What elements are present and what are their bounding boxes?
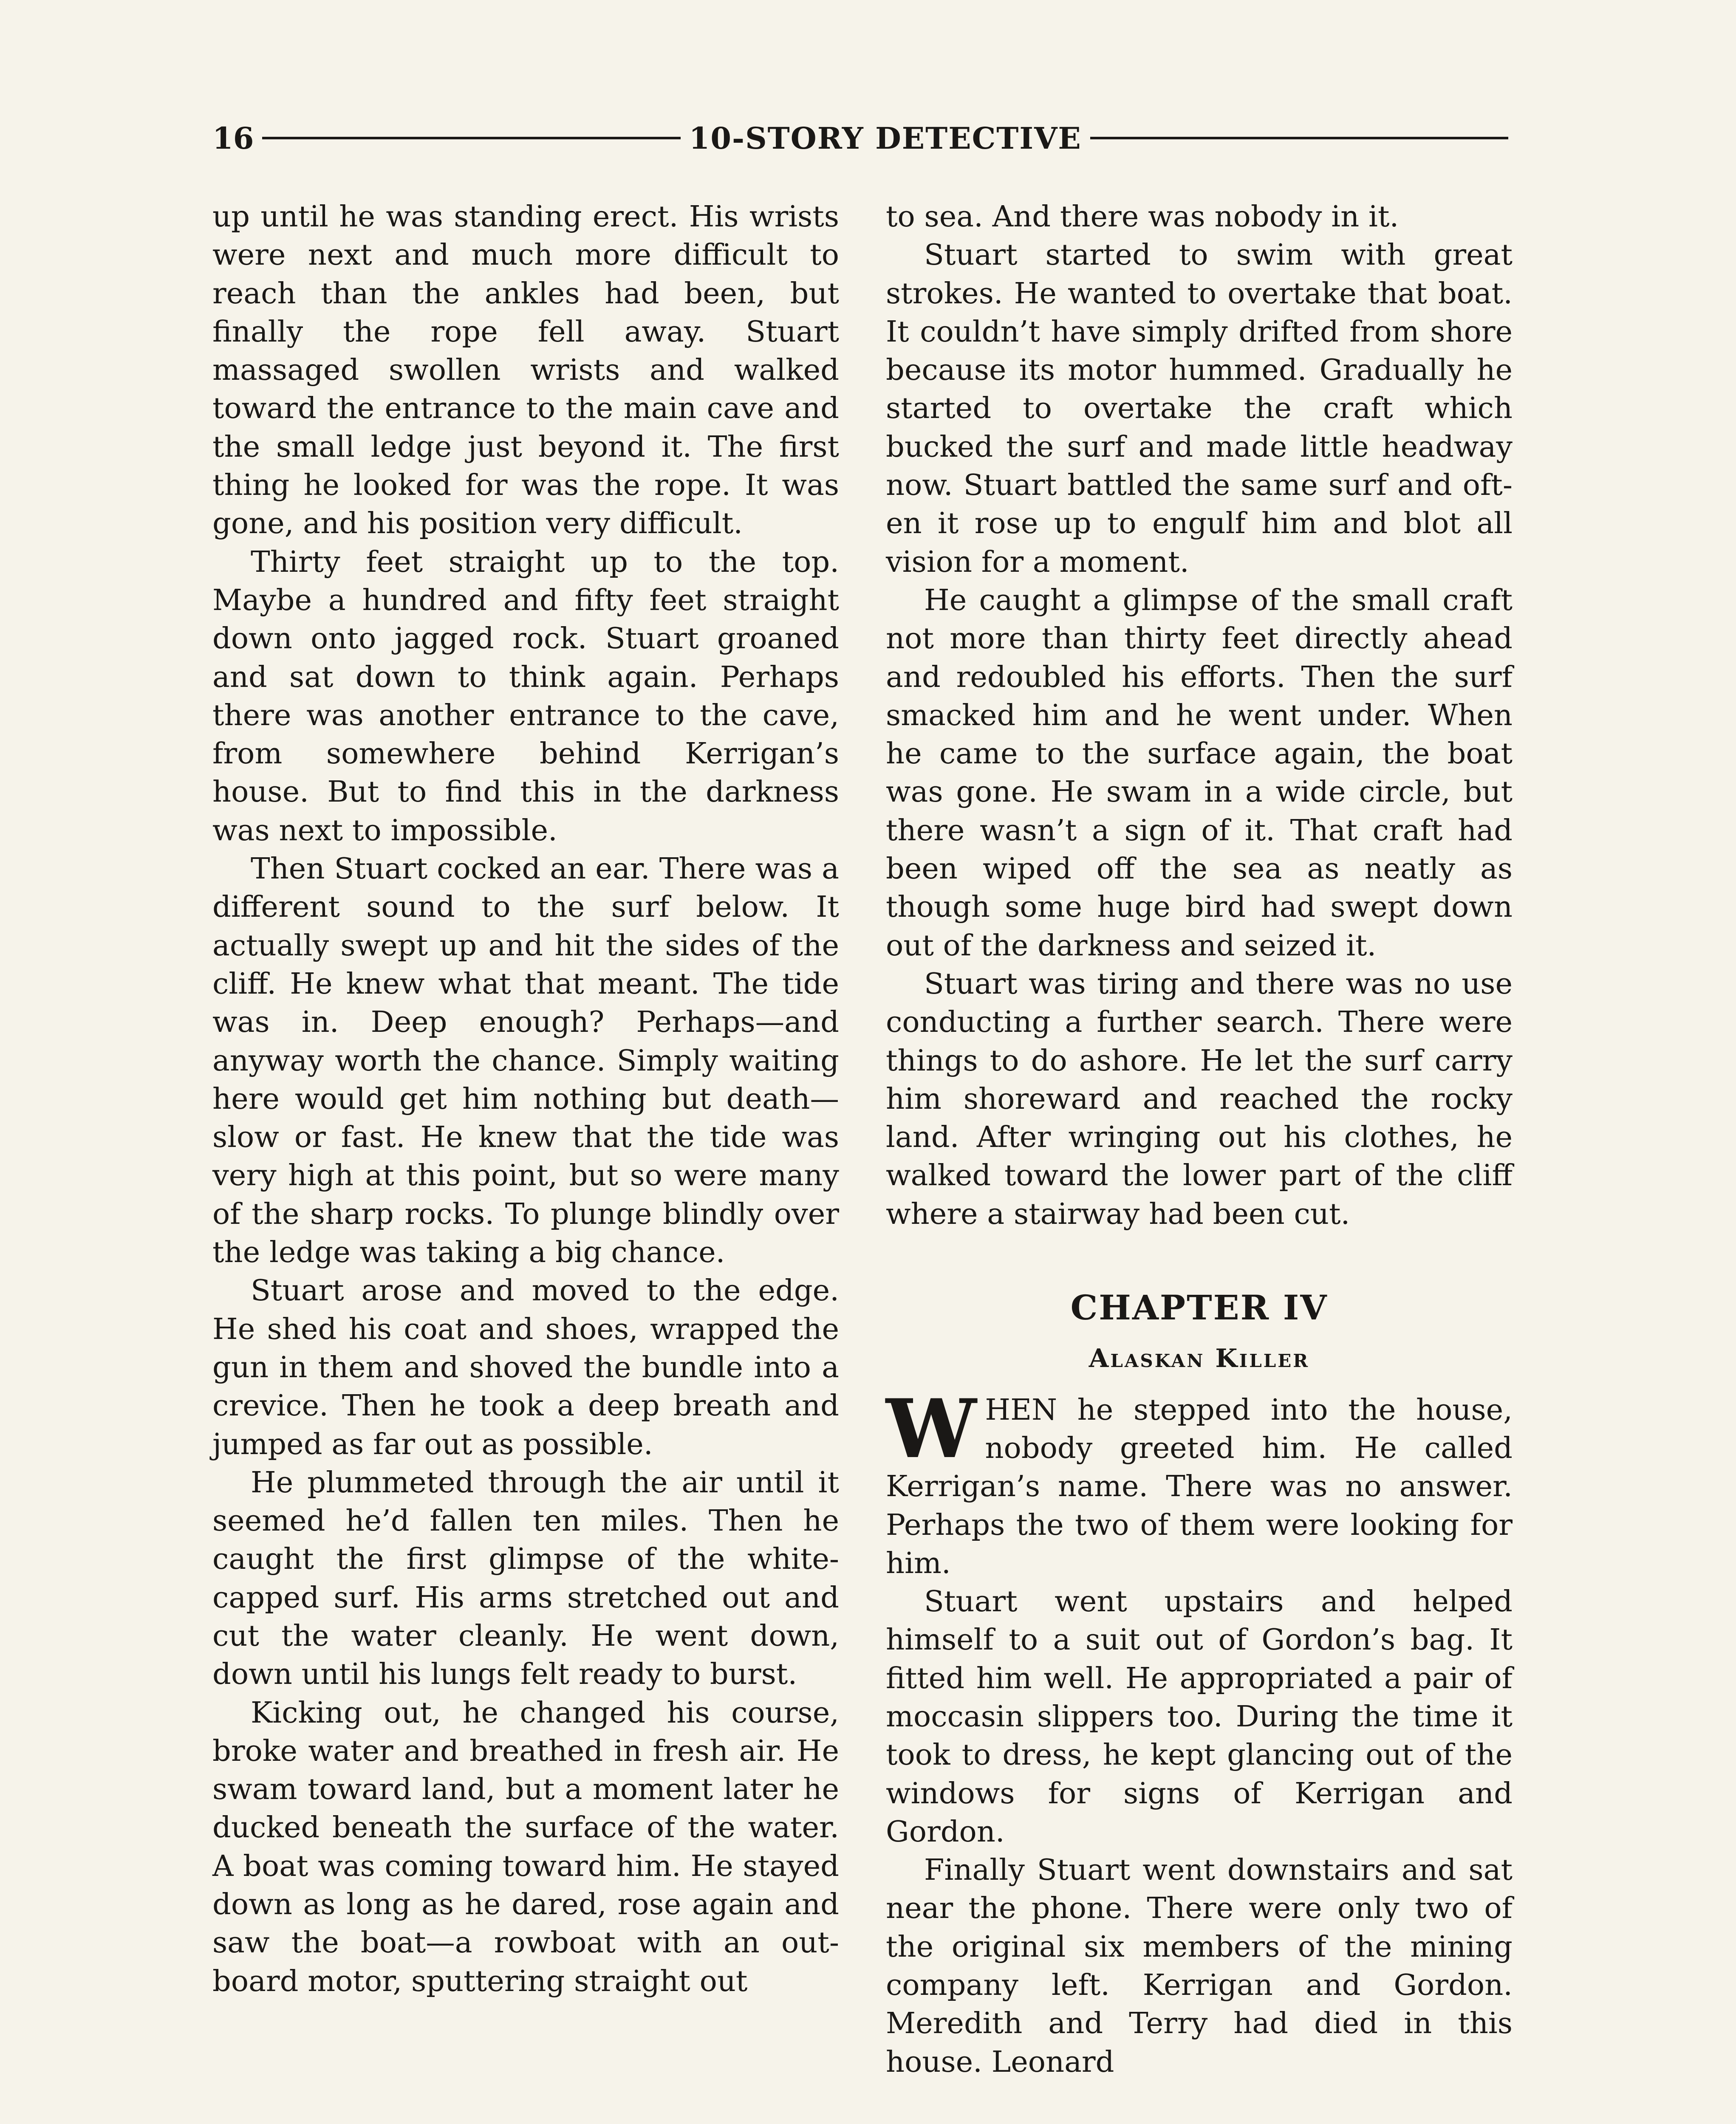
chapter-subtitle: Alaskan Killer <box>1089 1344 1310 1374</box>
paragraph: Stuart went upstairs and helped himself to a suit out of Gordon’s bag. It fitted him well. He appropriated a pair of moccasin slippers too. During the time it took to dress, he kept glancing out of the windows for signs of Kerrigan and Gordon. <box>886 1585 1513 1849</box>
header-rule-right <box>1090 137 1508 139</box>
paragraph: Kicking out, he changed his course, broke water and breathed in fresh air. He swam toward land, but a moment later he ducked beneath the surface of the water. A boat was coming toward him. He stayed down as long as he dared, rose again and saw the boat—a rowboat with an outboard motor, sputtering straight out <box>212 1695 839 1998</box>
chapter-opening-paragraph <box>886 1381 1513 1582</box>
paragraph: He caught a glimpse of the small craft not more than thirty feet directly ahead and redoubled his efforts. Then the surf smacked him and he went under. When he came to the surface again, the boat was gone. He swam in a wide circle, but there wasn’t a sign of it. That craft had been wiped off the sea as neatly as though some huge bird had swept down out of the darkness and seized it. <box>886 583 1513 963</box>
magazine-title: 10-STORY DETECTIVE <box>689 120 1082 156</box>
running-header <box>212 115 1508 161</box>
paragraph: Then Stuart cocked an ear. There was a different sound to the surf below. It actually swept up and hit the sides of the cliff. He knew what that meant. The tide was in. Deep enough? Perhaps—and anyway worth the chance. Simply waiting here would get him nothing but death—slow or fast. He knew that the tide was very high at this point, but so were many of the sharp rocks. To plunge blindly over the ledge was taking a big chance. <box>212 852 839 1270</box>
header-rule-left <box>262 137 680 139</box>
chapter-title: CHAPTER IV <box>1070 1288 1328 1328</box>
paragraph: to sea. And there was nobody in it. <box>886 200 1399 234</box>
paragraph: Thirty feet straight up to the top. Maybe a hundred and fifty feet straight down onto jagged rock. Stuart groaned and sat down to think again. Perhaps there was another entrance to the cave, from somewhere behind Kerrigan’s house. But to find this in the darkness was next to impossible. <box>212 545 839 847</box>
paragraph: Stuart arose and moved to the edge. He shed his coat and shoes, wrapped the gun in them and shoved the bundle into a crevice. Then he took a deep breath and jumped as far out as possible. <box>212 1274 839 1461</box>
paragraph-text: HEN he stepped into the house, nobody greeted him. He called Kerrigan’s name. There was no answer. Perhaps the two of them were looking for him. <box>886 1392 1513 1580</box>
page-number: 16 <box>212 120 254 156</box>
paragraph: Stuart started to swim with great strokes. He wanted to overtake that boat. It couldn’t have simply drifted from shore because its motor hummed. Gradually he started to overtake the craft which bucked the surf and made little headway now. Stuart battled the same surf and often it rose up to engulf him and blot all vision for a moment. <box>886 238 1513 579</box>
right-column <box>886 198 1513 2081</box>
drop-cap: W <box>886 1381 977 1476</box>
left-column <box>212 198 839 2000</box>
paragraph: Finally Stuart went downstairs and sat near the phone. There were only two of the original six members of the mining company left. Kerrigan and Gordon. Meredith and Terry had died in this house. Leonard <box>886 1853 1513 2079</box>
paragraph: Stuart was tiring and there was no use conducting a further search. There were things to do ashore. He let the surf carry him shoreward and reached the rocky land. After wringing out his clothes, he walked toward the lower part of the cliff where a stairway had been cut. <box>886 966 1513 1231</box>
paragraph: He plummeted through the air until it seemed he’d fallen ten miles. Then he caught the first glimpse of the white-capped surf. His arms stretched out and cut the water cleanly. He went down, down until his lungs felt ready to burst. <box>212 1465 839 1692</box>
paragraph: up until he was standing erect. His wrists were next and much more difficult to reach than the ankles had been, but finally the rope fell away. Stuart massaged swollen wrists and walked toward the entrance to the main cave and the small ledge just beyond it. The first thing he looked for was the rope. It was gone, and his position very difficult. <box>212 200 839 541</box>
